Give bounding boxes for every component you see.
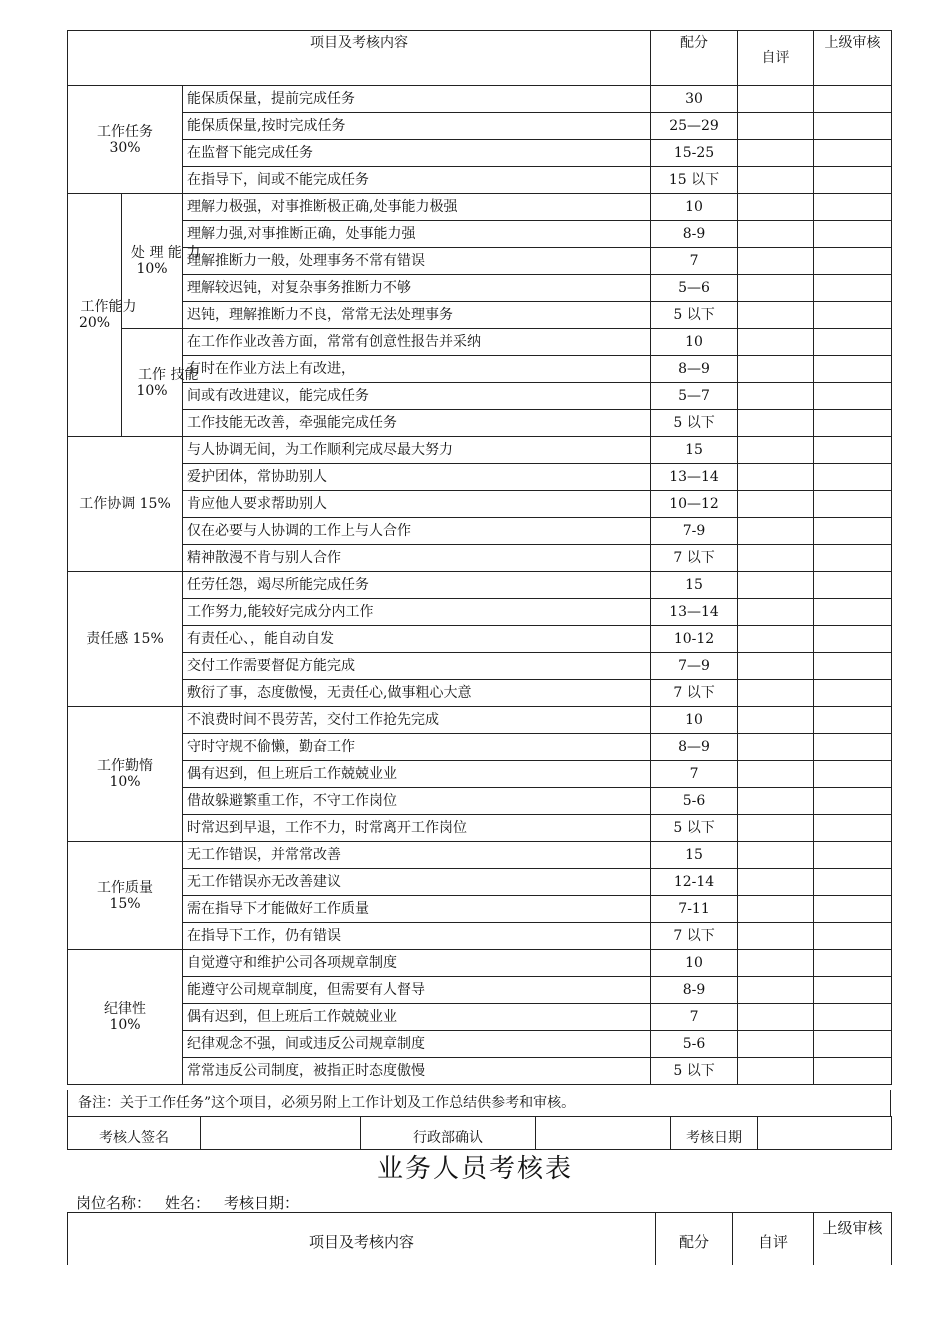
self-eval-cell[interactable] [738, 950, 814, 977]
superior-cell[interactable] [814, 302, 892, 329]
self-eval-cell[interactable] [738, 221, 814, 248]
superior-cell[interactable] [814, 329, 892, 356]
item-text: 无工作错误亦无改善建议 [183, 869, 651, 896]
table-row [68, 788, 892, 815]
self-eval-cell[interactable] [738, 1031, 814, 1058]
table-row [68, 869, 892, 896]
item-score: 5-6 [651, 788, 738, 815]
superior-cell[interactable] [814, 572, 892, 599]
superior-cell[interactable] [814, 248, 892, 275]
category-pct: 10% [109, 1017, 141, 1033]
item-text: 偶有迟到，但上班后工作兢兢业业 [183, 1004, 651, 1031]
superior-cell[interactable] [814, 1058, 892, 1085]
item-score: 15-25 [651, 140, 738, 167]
self-eval-cell[interactable] [738, 383, 814, 410]
assessor-signature-field[interactable] [201, 1117, 361, 1150]
subcategory-name: 处 理 能 力 [131, 245, 201, 261]
table-row [68, 491, 892, 518]
item-text: 无工作错误，并常常改善 [183, 842, 651, 869]
item-score: 8-9 [651, 221, 738, 248]
superior-cell[interactable] [814, 437, 892, 464]
item-text: 仅在必要与人协调的工作上与人合作 [183, 518, 651, 545]
superior-cell[interactable] [814, 869, 892, 896]
category-ability [68, 194, 137, 437]
item-text: 与人协调无间，为工作顺利完成尽最大努力 [183, 437, 651, 464]
subcategory-pct: 10% [136, 261, 168, 277]
table-row [68, 437, 892, 464]
item-score: 13—14 [651, 464, 738, 491]
item-text: 工作技能无改善，牵强能完成任务 [183, 410, 651, 437]
score-header: 配分 [656, 1213, 733, 1271]
second-table-header [67, 1212, 892, 1271]
self-eval-cell[interactable] [738, 869, 814, 896]
item-score: 5-6 [651, 1031, 738, 1058]
item-text: 需在指导下才能做好工作质量 [183, 896, 651, 923]
post-name-label: 岗位名称： [76, 1194, 152, 1212]
table-row [68, 464, 892, 491]
header-row [68, 31, 892, 86]
table-row [68, 626, 892, 653]
table-row [68, 680, 892, 707]
category-name: 工作质量 [97, 879, 153, 896]
self-eval-cell[interactable] [738, 248, 814, 275]
table-row [68, 977, 892, 1004]
self-eval-cell[interactable] [738, 653, 814, 680]
category-pct: 15% [109, 895, 141, 912]
superior-cell[interactable] [814, 707, 892, 734]
item-score: 5—7 [651, 383, 738, 410]
item-score: 10 [651, 707, 738, 734]
item-text: 能保质保量,按时完成任务 [183, 113, 651, 140]
item-text: 迟钝，理解推断力不良，常常无法处理事务 [183, 302, 651, 329]
name-label: 姓名： [165, 1194, 211, 1212]
date-label: 考核日期： [224, 1194, 300, 1212]
admin-confirm-field[interactable] [536, 1117, 671, 1150]
table-row [68, 113, 892, 140]
item-text: 常常违反公司制度，被指正时态度傲慢 [183, 1058, 651, 1085]
superior-review-header: 上级审核 [814, 1213, 892, 1271]
item-score: 5 以下 [651, 1058, 738, 1085]
item-score: 7 [651, 248, 738, 275]
table-row [68, 1058, 892, 1085]
item-text: 守时守规不偷懒，勤奋工作 [183, 734, 651, 761]
content-header: 项目及考核内容 [68, 1213, 656, 1271]
subcategory-skill [122, 329, 199, 437]
table-row [68, 599, 892, 626]
subcategory-pct: 10% [136, 382, 168, 399]
signature-row [67, 1116, 892, 1150]
self-eval-cell[interactable] [738, 437, 814, 464]
table-row [68, 842, 892, 869]
item-text: 交付工作需要督促方能完成 [183, 653, 651, 680]
self-eval-header: 自评 [733, 1213, 814, 1271]
superior-cell[interactable] [814, 194, 892, 221]
subcategory-name: 工作 技能 [138, 366, 199, 383]
item-score: 5—6 [651, 275, 738, 302]
table-row [68, 1004, 892, 1031]
item-text: 自觉遵守和维护公司各项规章制度 [183, 950, 651, 977]
assessment-table [67, 30, 892, 1085]
self-eval-cell[interactable] [738, 356, 814, 383]
self-eval-cell[interactable] [738, 167, 814, 194]
self-eval-cell[interactable] [738, 599, 814, 626]
table-row [68, 896, 892, 923]
item-text: 任劳任怨，竭尽所能完成任务 [183, 572, 651, 599]
item-score: 8-9 [651, 977, 738, 1004]
assessment-sheet [67, 30, 891, 1085]
superior-cell[interactable] [814, 464, 892, 491]
self-eval-cell[interactable] [738, 140, 814, 167]
item-score: 5 以下 [651, 302, 738, 329]
superior-cell[interactable] [814, 518, 892, 545]
item-score: 10 [651, 194, 738, 221]
self-eval-cell[interactable] [738, 896, 814, 923]
superior-cell[interactable] [814, 356, 892, 383]
superior-cell[interactable] [814, 1004, 892, 1031]
self-eval-cell[interactable] [738, 113, 814, 140]
item-text: 有时在作业方法上有改进， [183, 356, 651, 383]
category-discipline [68, 950, 183, 1085]
table-row [68, 545, 892, 572]
superior-review-header: 上级审核 [814, 31, 892, 86]
category-name: 工作任务 [97, 123, 153, 140]
self-eval-cell[interactable] [738, 410, 814, 437]
self-eval-cell[interactable] [738, 680, 814, 707]
table-row [68, 194, 892, 221]
assessment-date-label: 考核日期 [671, 1117, 758, 1150]
superior-cell[interactable] [814, 923, 892, 950]
self-eval-cell[interactable] [738, 545, 814, 572]
item-score: 15 [651, 437, 738, 464]
category-pct: 30% [109, 139, 141, 156]
self-eval-cell[interactable] [738, 626, 814, 653]
score-header: 配分 [651, 31, 738, 86]
category-diligence [68, 707, 183, 842]
superior-cell[interactable] [814, 761, 892, 788]
table-row [68, 410, 892, 437]
item-text: 在工作作业改善方面，常常有创意性报告并采纳 [183, 329, 651, 356]
table-row [68, 86, 892, 113]
item-text: 工作努力,能较好完成分内工作 [183, 599, 651, 626]
item-text: 不浪费时间不畏劳苦，交付工作抢先完成 [183, 707, 651, 734]
item-score: 7—9 [651, 653, 738, 680]
item-score: 13—14 [651, 599, 738, 626]
superior-cell[interactable] [814, 275, 892, 302]
category-name: 工作能力 [80, 299, 137, 315]
superior-cell[interactable] [814, 140, 892, 167]
table-row [68, 518, 892, 545]
self-eval-cell[interactable] [738, 734, 814, 761]
self-eval-cell[interactable] [738, 788, 814, 815]
form-meta [76, 1192, 313, 1213]
table-row [68, 383, 892, 410]
superior-cell[interactable] [814, 221, 892, 248]
table-row [68, 734, 892, 761]
superior-cell[interactable] [814, 383, 892, 410]
category-responsibility: 责任感 15% [68, 572, 183, 707]
self-eval-cell[interactable] [738, 491, 814, 518]
item-text: 理解推断力一般，处理事务不常有错误 [183, 248, 651, 275]
table-row [68, 653, 892, 680]
item-score: 15 以下 [651, 167, 738, 194]
remark-note: 备注：关于工作任务”这个项目，必须另附上工作计划及工作总结供参考和审核。 [67, 1090, 891, 1116]
self-eval-cell[interactable] [738, 707, 814, 734]
table-row [68, 329, 892, 356]
item-score: 10—12 [651, 491, 738, 518]
category-task [68, 86, 183, 194]
item-text: 有责任心、，能自动自发 [183, 626, 651, 653]
assessment-date-field[interactable] [758, 1117, 892, 1150]
superior-cell[interactable] [814, 788, 892, 815]
item-score: 15 [651, 572, 738, 599]
self-eval-cell[interactable] [738, 275, 814, 302]
superior-cell[interactable] [814, 734, 892, 761]
self-eval-cell[interactable] [738, 1004, 814, 1031]
category-coordination: 工作协调 15% [68, 437, 183, 572]
self-eval-cell[interactable] [738, 572, 814, 599]
item-score: 7 以下 [651, 545, 738, 572]
item-text: 能保质保量，提前完成任务 [183, 86, 651, 113]
item-score: 10 [651, 329, 738, 356]
superior-cell[interactable] [814, 842, 892, 869]
page-cutoff [0, 1265, 950, 1344]
superior-cell[interactable] [814, 680, 892, 707]
self-eval-cell[interactable] [738, 761, 814, 788]
superior-cell[interactable] [814, 599, 892, 626]
category-quality [68, 842, 183, 950]
item-text: 在指导下，间或不能完成任务 [183, 167, 651, 194]
item-score: 10-12 [651, 626, 738, 653]
superior-cell[interactable] [814, 113, 892, 140]
item-text: 间或有改进建议，能完成任务 [183, 383, 651, 410]
table-row [68, 140, 892, 167]
self-eval-cell[interactable] [738, 464, 814, 491]
page-title: 业务人员考核表 [376, 1154, 573, 1184]
superior-cell[interactable] [814, 167, 892, 194]
item-score: 8—9 [651, 356, 738, 383]
item-score: 7 [651, 1004, 738, 1031]
self-eval-cell[interactable] [738, 923, 814, 950]
item-text: 理解较迟钝，对复杂事务推断力不够 [183, 275, 651, 302]
superior-cell[interactable] [814, 950, 892, 977]
item-score: 7 以下 [651, 923, 738, 950]
table-row [68, 275, 892, 302]
superior-cell[interactable] [814, 491, 892, 518]
item-score: 10 [651, 950, 738, 977]
self-eval-cell[interactable] [738, 194, 814, 221]
self-eval-cell[interactable] [738, 86, 814, 113]
item-text: 在监督下能完成任务 [183, 140, 651, 167]
superior-cell[interactable] [814, 86, 892, 113]
content-header: 项目及考核内容 [68, 31, 651, 86]
self-eval-cell[interactable] [738, 302, 814, 329]
table-row [68, 761, 892, 788]
table-row [68, 815, 892, 842]
self-eval-cell[interactable] [738, 815, 814, 842]
table-row [68, 572, 892, 599]
superior-cell[interactable] [814, 1031, 892, 1058]
item-score: 5 以下 [651, 815, 738, 842]
item-text: 在指导下工作，仍有错误 [183, 923, 651, 950]
superior-cell[interactable] [814, 815, 892, 842]
item-text: 敷衍了事，态度傲慢，无责任心,做事粗心大意 [183, 680, 651, 707]
category-name: 工作勤惰 [97, 758, 153, 774]
table-row [68, 707, 892, 734]
item-text: 精神散漫不肯与别人合作 [183, 545, 651, 572]
self-eval-cell[interactable] [738, 329, 814, 356]
item-text: 理解力强,对事推断正确，处事能力强 [183, 221, 651, 248]
superior-cell[interactable] [814, 977, 892, 1004]
item-score: 15 [651, 842, 738, 869]
self-eval-cell[interactable] [738, 518, 814, 545]
item-text: 纪律观念不强，间或违反公司规章制度 [183, 1031, 651, 1058]
item-text: 时常迟到早退，工作不力，时常离开工作岗位 [183, 815, 651, 842]
item-text: 肯应他人要求帮助别人 [183, 491, 651, 518]
superior-cell[interactable] [814, 626, 892, 653]
item-score: 5 以下 [651, 410, 738, 437]
table-row [68, 923, 892, 950]
item-score: 7 [651, 761, 738, 788]
table-row [68, 302, 892, 329]
superior-cell[interactable] [814, 410, 892, 437]
item-score: 25—29 [651, 113, 738, 140]
category-pct: 20% [78, 315, 111, 331]
admin-confirm-label: 行政部确认 [361, 1117, 536, 1150]
item-text: 借故躲避繁重工作，不守工作岗位 [183, 788, 651, 815]
item-text: 偶有迟到，但上班后工作兢兢业业 [183, 761, 651, 788]
item-score: 8—9 [651, 734, 738, 761]
item-score: 12-14 [651, 869, 738, 896]
item-score: 7-11 [651, 896, 738, 923]
table-row [68, 1031, 892, 1058]
self-eval-header: 自评 [738, 31, 814, 86]
superior-cell[interactable] [814, 896, 892, 923]
table-row [68, 950, 892, 977]
superior-cell[interactable] [814, 653, 892, 680]
category-name: 纪律性 [104, 1001, 146, 1017]
category-pct: 10% [109, 774, 141, 790]
superior-cell[interactable] [814, 545, 892, 572]
self-eval-cell[interactable] [738, 977, 814, 1004]
item-score: 7 以下 [651, 680, 738, 707]
item-score: 30 [651, 86, 738, 113]
item-text: 能遵守公司规章制度，但需要有人督导 [183, 977, 651, 1004]
item-text: 爱护团体，常协助别人 [183, 464, 651, 491]
assessor-signature-label: 考核人签名 [68, 1117, 201, 1150]
item-score: 7-9 [651, 518, 738, 545]
table-row [68, 167, 892, 194]
self-eval-cell[interactable] [738, 842, 814, 869]
table-row [68, 221, 892, 248]
item-text: 理解力极强，对事推断极正确,处事能力极强 [183, 194, 651, 221]
self-eval-cell[interactable] [738, 1058, 814, 1085]
